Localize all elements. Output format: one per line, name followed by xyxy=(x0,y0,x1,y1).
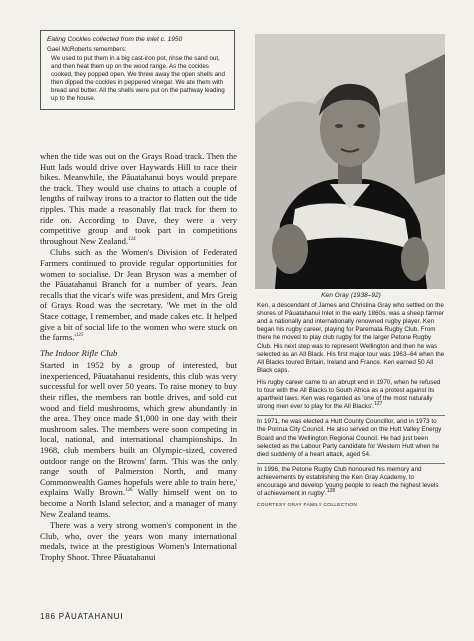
divider xyxy=(257,463,445,464)
body-paragraph-4 xyxy=(40,520,237,562)
body-paragraph-3-tail: Wally himself went on to become a North Island selector, and a manager of many New Zealand teams. xyxy=(40,487,237,519)
bio-paragraph-4-text: In 1996, the Petone Rugby Club honoured his memory and achievements by establishing the Ken Gray Academy, to encourage and develop 'young people to reach the highest levels of achievement in rugby'. xyxy=(257,465,439,498)
sidebar-quote: We used to put them in a big cast-iron pot, rinse the sand out, and then heat them up on the wood range. As the cockles cooked, they popped open. We threw away the open shells and then dipped the cockles in peppered vinegar. We ate them with bread and butter. All the shells were put on the pathway leading up to the house. xyxy=(51,55,225,102)
bio-paragraph-2-text: His rugby career came to an abrupt end in 1970, when he refused to tour with the All Blacks to South Africa as a protest against its apartheid laws. Ken was regarded as 'one of the most naturally strong men ever to play for the All Blacks'. xyxy=(257,378,441,411)
body-paragraph-2-text: Clubs such as the Women's Division of Federated Farmers continued to provide regular opportunities for women to socialise. Dr Jean Bryson was a member of the Pāuatahanui Branch for a number of years. Jean recalls that the vicar's wife was president, and Mrs Greig of Grays Road was the secretary. 'We met in the old Stace cottage, I remember, and made cakes etc. It helped give a bit of social life to the women who were stuck on the farms.' xyxy=(40,247,237,343)
body-paragraph-1 xyxy=(40,151,237,246)
sidebar-box xyxy=(40,30,235,110)
bio-paragraph-1: Ken, a descendant of James and Christina Gray who settled on the shores of Pāuatahanui Inlet in the early 1860s, was a sheep farmer and a nationally and internationally renowned rugby player. Ken began his rugby career, playing for Paremata Rugby Club. From there he moved to play club rugby for the larger Petone Rugby Club. His next step was to represent Wellington and then he was selected as an All Black. His first major tour was 1963–64 when the All Blacks toured Britain, Ireland and France. Ken earned 50 All Black caps. xyxy=(257,302,445,374)
bio-paragraph-2 xyxy=(257,379,445,411)
body-text xyxy=(40,151,237,564)
page-folio: 186 PĀUATAHANUI xyxy=(40,612,124,621)
body-paragraph-4-text: There was a very strong women's component in the Club, who, over the years won many international medals, twice at the prestigious Women's International Trophy Shoot. Three Pāuatahanui xyxy=(40,520,237,562)
sidebar-caption: Eating Cockles collected from the inlet c. 1950 xyxy=(47,36,183,43)
bio-paragraph-4 xyxy=(257,466,445,498)
portrait-illustration xyxy=(255,34,445,289)
section-heading: The Indoor Rifle Club xyxy=(40,347,118,358)
footnote-ref-124: 124 xyxy=(128,236,136,242)
body-paragraph-2 xyxy=(40,247,237,342)
photo-caption: Ken Gray (1938–92) xyxy=(321,292,381,299)
left-column xyxy=(40,30,235,110)
body-paragraph-3-text: Started in 1952 by a group of interested, but inexperienced, Pāuatahanui residents, this club was very successful for well over 50 years. To raise money to buy their rifles, the members ran bottle drives, and sold cut wood and field mushrooms, which grew abundantly in the area. They once made $1,000 in one day with their mushroom sales. The members were soon competing in local, national, and international championships. In 1968, club members built an Olympic-sized, covered outdoor range on the Browns' farm. 'This was the only range south of Palmerston North, and many Commonwealth Games hopefuls were able to train here,' explains Wally Brown. xyxy=(40,360,237,498)
divider xyxy=(257,415,445,416)
bio-paragraph-3: In 1971, he was elected a Hutt County Councillor, and in 1973 to the Porirua City Council. He also served on the Hutt Valley Energy Board and the Wellington Regional Council. He had just been selected as the Labour Party candidate for Western Hutt when he died suddenly of a heart attack, aged 54. xyxy=(257,418,442,458)
body-paragraph-3 xyxy=(40,360,237,519)
footnote-ref-125: 125 xyxy=(75,333,84,339)
photo-caption-column xyxy=(257,292,445,510)
sidebar-attribution: Gael McRoberts remembers: xyxy=(47,46,127,53)
body-paragraph-1-text: when the tide was out on the Grays Road track. Then the Hutt lads would drive over Haywards Hill to race their bikes. Meanwhile, the Pāuatahanui boys would prepare the track. They would use chains to attach a couple of lengths of railway irons to a tractor to flatten out the tide ripples. This made a reasonably flat track for them to ride on. According to Dave, they were a very competitive group and took part in competitions throughout New Zealand. xyxy=(40,151,237,246)
portrait-photo xyxy=(255,34,445,289)
footnote-ref-128: 128 xyxy=(326,487,336,494)
photo-credit: COURTESY GRAY FAMILY COLLECTION xyxy=(257,503,358,509)
footnote-ref-126: 126 xyxy=(124,488,133,494)
footnote-ref-127: 127 xyxy=(374,401,383,408)
